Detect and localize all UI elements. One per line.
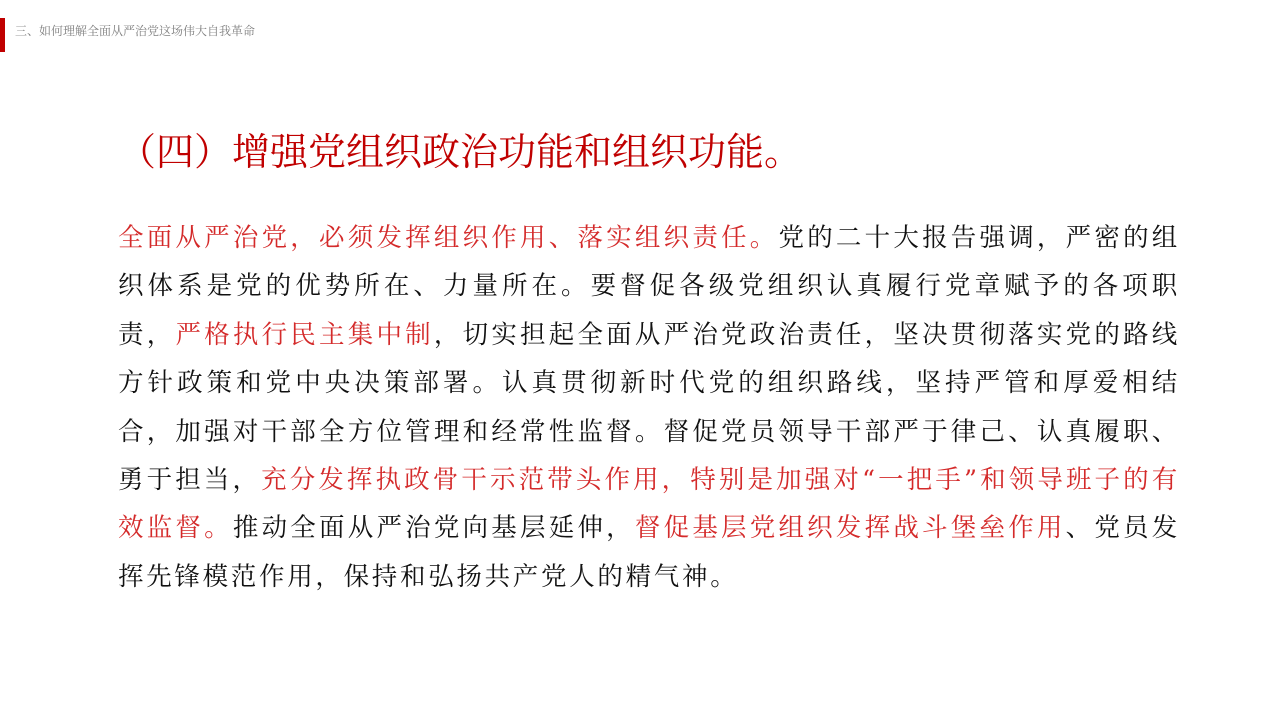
highlight-text: 全面从严治党，必须发挥组织作用、落实组织责任。 (118, 223, 779, 253)
body-text: 推动全面从严治党向基层延伸， (232, 513, 635, 544)
body-text: 、党员发挥先锋模范作用，保持和弘扬共产党人的精气神。 (118, 513, 1180, 592)
highlight-text: 督促基层党组织发挥战斗堡垒作用 (634, 513, 1066, 544)
body-paragraph (118, 214, 1180, 601)
header-accent-bar (0, 18, 5, 52)
body-text: ，切实担起全面从严治党政治责任，坚决贯彻落实党的路线方针政策和党中央决策部署。认真贯彻新时代党的组织路线，坚持严管和厚爱相结合，加强对干部全方位管理和经常性监督。督促党员领导干部严于律己、认真履职、勇于担当， (118, 319, 1180, 496)
section-header: 三、如何理解全面从严治党这场伟大自我革命 (15, 24, 256, 38)
highlight-text: 严格执行民主集中制 (175, 319, 434, 350)
slide-title: （四）增强党组织政治功能和组织功能。 (118, 130, 803, 174)
body-text: 党的二十大报告强调，严密的组织体系是党的优势所在、力量所在。要督促各级党组织认真履行党章赋予的各项职责， (118, 223, 1180, 350)
highlight-text: 充分发挥执政骨干示范带头作用，特别是加强对“一把手”和领导班子的有效监督。 (118, 465, 1180, 544)
